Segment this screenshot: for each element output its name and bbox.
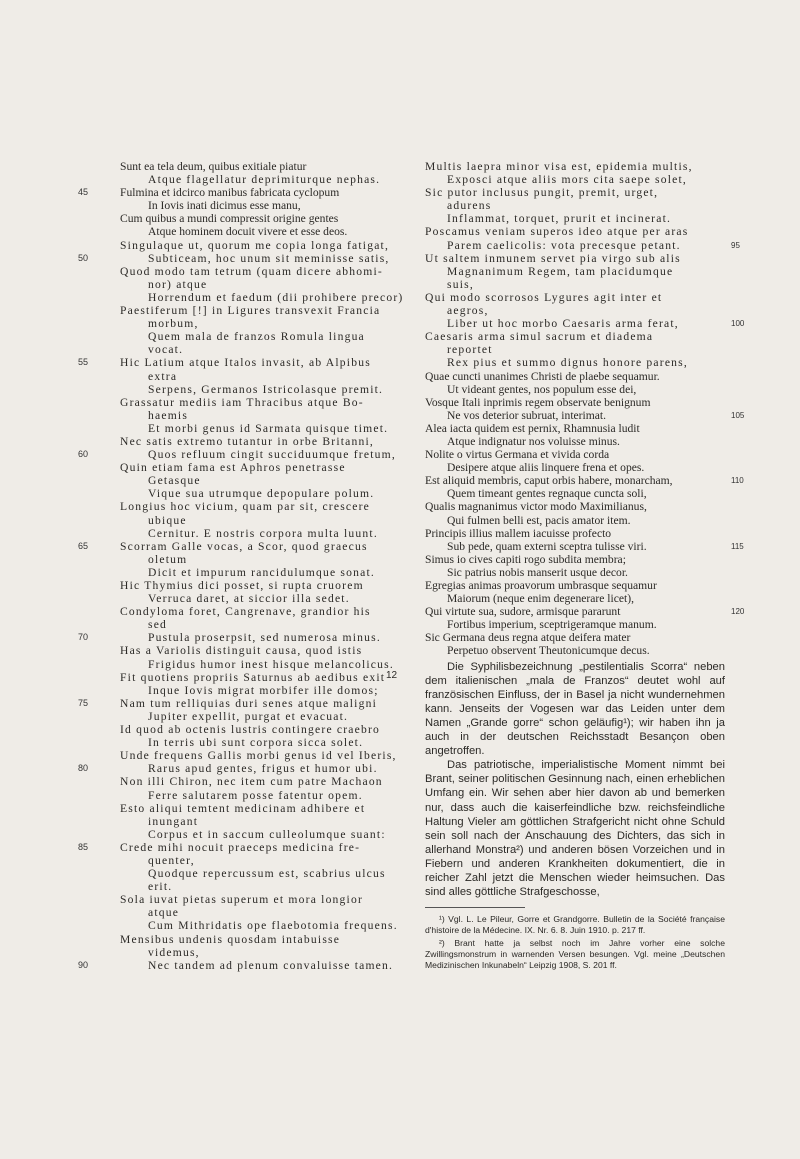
- verse-text: Sub pede, quam externi sceptra tulisse viri.: [447, 539, 647, 553]
- verse-text: Non illi Chiron, nec item cum patre Machaon: [120, 775, 383, 789]
- verse-text: ubique: [148, 513, 187, 527]
- verse-text: Principis illius mallem iacuisse profecto: [425, 526, 612, 540]
- verse-text: morbum,: [148, 317, 199, 331]
- verse-text: Rex pius et summo dignus honore parens,: [447, 356, 688, 370]
- verse-text: Fulmina et idcirco manibus fabricata cyclopum: [120, 186, 340, 200]
- verse-text: Qui virtute sua, sudore, armisque pararunt: [425, 605, 621, 619]
- verse-line: [425, 356, 725, 369]
- verse-text: Esto aliqui temtent medicinam adhibere et: [120, 801, 366, 815]
- verse-text: Longius hoc vicium, quam par sit, crescere: [120, 500, 371, 514]
- verse-text: Sic putor inclusus pungit, premit, urget,: [425, 186, 659, 200]
- verse-text: Ferre salutarem posse fatentur opem.: [148, 788, 363, 802]
- verse-line: [78, 383, 398, 396]
- right-verse: [425, 160, 745, 658]
- verse-line: [78, 644, 398, 657]
- verse-line: [78, 658, 398, 671]
- verse-text: Dicit et impurum rancidulumque sonat.: [148, 565, 375, 579]
- verse-text: nor) atque: [148, 277, 208, 291]
- line-number: 105: [731, 410, 745, 420]
- verse-text: Multis laepra minor visa est, epidemia multis,: [425, 160, 693, 173]
- verse-line: [425, 539, 744, 553]
- verse-line: [78, 815, 398, 828]
- verse-line: [78, 618, 398, 631]
- verse-text: oletum: [148, 552, 188, 566]
- verse-text: Qui fulmen belli est, pacis amator item.: [447, 513, 631, 527]
- verse-line: [78, 356, 398, 369]
- verse-text: Has a Variolis distinguit causa, quod istis: [120, 644, 363, 658]
- verse-line: [78, 514, 398, 527]
- verse-text: quenter,: [148, 853, 195, 867]
- verse-line: [425, 317, 745, 331]
- verse-text: Quin etiam fama est Aphros penetrasse: [120, 461, 346, 475]
- verse-line: [425, 265, 725, 278]
- verse-text: Mensibus undenis quosdam intabuisse: [120, 932, 341, 946]
- verse-line: [78, 527, 398, 540]
- verse-line: [425, 448, 725, 461]
- verse-text: Quem timeant gentes regnaque cuncta soli,: [447, 487, 647, 501]
- verse-text: haemis: [148, 408, 189, 422]
- verse-line: [78, 605, 398, 618]
- verse-line: [78, 579, 398, 592]
- verse-line: [78, 893, 398, 906]
- footnotes: [425, 914, 725, 971]
- verse-line: [78, 789, 398, 802]
- verse-line: [425, 474, 744, 488]
- verse-line: [78, 684, 398, 697]
- verse-line: [78, 854, 398, 867]
- verse-text: Quem mala de franzos Romula lingua: [148, 330, 365, 344]
- verse-line: [425, 487, 725, 500]
- verse-text: Sola iuvat pietas superum et mora longior: [120, 893, 364, 907]
- verse-line: [425, 370, 725, 383]
- verse-text: Ut saltem inmunem servet pia virgo sub alis: [425, 251, 681, 265]
- verse-line: [425, 631, 725, 644]
- verse-text: reportet: [447, 343, 493, 357]
- verse-text: Hic Thymius dici posset, si rupta cruorem: [120, 579, 364, 592]
- verse-text: aegros,: [447, 304, 489, 318]
- verse-line: [425, 238, 740, 252]
- verse-text: Rarus apud gentes, frigus et humor ubi.: [148, 762, 378, 776]
- verse-line: [425, 514, 725, 527]
- verse-text: Quod modo tam tetrum (quam dicere abhomi-: [120, 264, 383, 278]
- verse-line: [425, 435, 725, 448]
- verse-text: Inque Iovis migrat morbifer ille domos;: [148, 683, 379, 697]
- verse-line: [78, 160, 398, 173]
- verse-line: [78, 906, 398, 919]
- verse-line: [78, 802, 398, 815]
- footnote: ¹) Vgl. L. Le Pileur, Gorre et Grandgorre. Bulletin de la Société française d'histoire de la Médecine. IX. Nr. 6. 8. Juin 1910. p. 217 ff.: [425, 914, 725, 936]
- verse-line: [78, 671, 398, 684]
- line-number: 110: [731, 476, 744, 486]
- verse-line: [425, 553, 725, 566]
- verse-text: Magnanimum Regem, tam placidumque: [447, 264, 674, 278]
- verse-line: [78, 290, 404, 304]
- verse-text: Et morbi genus id Sarmata quisque timet.: [148, 421, 389, 435]
- verse-text: erit.: [148, 880, 173, 894]
- verse-line: [78, 474, 398, 487]
- verse-line: [425, 291, 725, 304]
- verse-line: [425, 527, 725, 540]
- verse-line: [78, 304, 398, 317]
- verse-line: [425, 225, 725, 238]
- line-number: 55: [78, 357, 89, 368]
- verse-text: Horrendum et faedum (dii prohibere precor): [148, 290, 404, 304]
- verse-text: Ne vos deterior subruat, interimat.: [447, 408, 607, 422]
- verse-text: Cum Mithridatis ope flaebotomia frequens.: [148, 919, 398, 933]
- verse-line: [78, 919, 398, 932]
- verse-text: Singulaque ut, quorum me copia longa fatigat,: [120, 238, 390, 252]
- verse-text: Exposci atque aliis mors cita saepe solet,: [447, 173, 688, 187]
- verse-line: [78, 370, 398, 383]
- verse-text: Hic Latium atque Italos invasit, ab Alpibus: [120, 356, 371, 370]
- prose-body: [425, 660, 725, 900]
- verse-text: Sic Germana deus regna atque deifera mater: [425, 631, 631, 645]
- verse-line: [425, 330, 725, 343]
- verse-line: [425, 500, 725, 513]
- verse-text: In Iovis inati dicimus esse manu,: [148, 199, 301, 213]
- verse-text: Liber ut hoc morbo Caesaris arma ferat,: [447, 317, 679, 331]
- verse-line: [425, 278, 725, 291]
- verse-text: extra: [148, 369, 178, 383]
- verse-text: atque: [148, 906, 180, 920]
- verse-text: Cum quibus a mundi compressit origine gentes: [120, 212, 339, 226]
- verse-text: Sunt ea tela deum, quibus exitiale piatur: [120, 160, 307, 173]
- verse-text: Desipere atque aliis linquere frena et opes.: [447, 461, 645, 475]
- verse-line: [425, 566, 725, 579]
- verse-text: Jupiter expellit, purgat et evacuat.: [148, 709, 349, 723]
- verse-line: [78, 775, 398, 788]
- verse-text: Getasque: [148, 474, 201, 488]
- verse-text: suis,: [447, 277, 474, 291]
- verse-line: [78, 435, 398, 448]
- verse-line: [78, 225, 398, 238]
- verse-line: [425, 173, 725, 186]
- verse-text: Poscamus veniam superos ideo atque per aras: [425, 225, 689, 239]
- line-number: 120: [731, 607, 745, 617]
- verse-text: Alea iacta quidem est pernix, Rhamnusia ludit: [425, 421, 640, 435]
- verse-line: [425, 199, 725, 212]
- verse-text: Quos refluum cingit succiduumque fretum,: [148, 448, 396, 462]
- verse-text: Nec tandem ad plenum convaluisse tamen.: [148, 958, 394, 972]
- verse-text: Atque flagellatur deprimiturque nephas.: [148, 173, 381, 187]
- footnote: ²) Brant hatte ja selbst noch im Jahre vorher eine solche Zwillingsmonstrum in warnenden Versen besungen. Vgl. meine „Deutschen Medizinischen Inkunabeln“ Leipzig 1908, S. 201 ff.: [425, 938, 725, 971]
- line-number: 65: [78, 540, 89, 551]
- verse-line: [78, 933, 398, 946]
- verse-text: Perpetuo observent Theutonicumque decus.: [447, 644, 650, 658]
- verse-line: [425, 618, 725, 631]
- line-number: 90: [78, 959, 89, 970]
- verse-line: [425, 408, 745, 422]
- verse-text: Sic patrius nobis manserit usque decor.: [447, 565, 628, 579]
- verse-text: Nec satis extremo tutantur in orbe Britanni,: [120, 434, 375, 448]
- verse-line: [78, 500, 398, 513]
- verse-text: Paestiferum [!] in Ligures transvexit Francia: [120, 304, 381, 318]
- verse-line: [425, 422, 725, 435]
- verse-line: [78, 330, 398, 343]
- verse-line: [425, 212, 725, 225]
- left-column: [78, 160, 404, 972]
- verse-line: [78, 762, 398, 775]
- verse-text: Pustula proserpsit, sed numerosa minus.: [148, 631, 381, 645]
- verse-text: Serpens, Germanos Istricolasque premit.: [148, 382, 384, 396]
- verse-text: videmus,: [148, 945, 200, 959]
- verse-line: [425, 343, 725, 356]
- verse-text: Qui modo scorrosos Lygures agit inter et: [425, 290, 663, 304]
- verse-text: adurens: [447, 199, 492, 213]
- verse-line: [78, 710, 398, 723]
- verse-text: Scorram Galle vocas, a Scor, quod graecus: [120, 539, 368, 553]
- verse-line: [78, 867, 398, 880]
- verse-line: [425, 186, 725, 199]
- verse-text: Egregias animas proavorum umbrasque sequamur: [425, 579, 657, 592]
- verse-line: [425, 383, 725, 396]
- line-number: 75: [78, 697, 89, 708]
- line-number: 95: [731, 240, 740, 250]
- verse-line: [78, 946, 398, 959]
- verse-line: [78, 697, 398, 710]
- line-number: 70: [78, 632, 89, 643]
- verse-text: In terris ubi sunt corpora sicca solet.: [148, 736, 364, 750]
- verse-line: [425, 304, 725, 317]
- verse-line: [78, 749, 398, 762]
- verse-line: [78, 212, 398, 225]
- verse-line: [78, 631, 398, 644]
- verse-text: Ut videant gentes, nos populum esse dei,: [447, 382, 637, 396]
- verse-line: [425, 605, 745, 619]
- verse-text: Cernitur. E nostris corpora multa luunt.: [148, 526, 378, 540]
- verse-text: Frigidus humor inest hisque melancolicus.: [148, 657, 394, 671]
- verse-line: [425, 644, 725, 657]
- verse-text: Vique sua utrumque depopulare polum.: [148, 487, 375, 501]
- verse-line: [78, 841, 398, 854]
- verse-line: [78, 422, 398, 435]
- verse-text: Quodque repercussum est, scabrius ulcus: [148, 867, 386, 881]
- verse-text: Crede mihi nocuit praeceps medicina fre-: [120, 840, 361, 854]
- line-number: 45: [78, 187, 89, 198]
- verse-text: Corpus et in saccum culleolumque suant:: [148, 827, 386, 841]
- verse-line: [78, 736, 398, 749]
- verse-text: Caesaris arma simul sacrum et diadema: [425, 330, 654, 344]
- verse-text: Atque indignatur nos voluisse minus.: [447, 434, 620, 448]
- verse-line: [78, 723, 398, 736]
- line-number: 100: [731, 319, 745, 329]
- verse-line: [425, 461, 725, 474]
- verse-text: Subticeam, hoc unum sit meminisse satis,: [148, 251, 390, 265]
- verse-line: [78, 265, 398, 278]
- verse-line: [78, 487, 398, 500]
- verse-line: [78, 396, 398, 409]
- verse-text: Parem caelicolis: vota precesque petant.: [447, 238, 681, 252]
- verse-line: [78, 252, 398, 265]
- verse-text: Fit quotiens propriis Saturnus ab aedibus exit: [120, 670, 386, 684]
- verse-text: Verruca daret, at siccior illa sedet.: [148, 592, 350, 606]
- line-number: 60: [78, 449, 89, 460]
- verse-text: sed: [148, 618, 168, 632]
- verse-line: [78, 448, 398, 461]
- verse-line: [78, 186, 398, 199]
- line-number: 85: [78, 841, 89, 852]
- verse-text: vocat.: [148, 343, 184, 357]
- verse-line: [78, 553, 398, 566]
- verse-text: Grassatur mediis iam Thracibus atque Bo-: [120, 395, 364, 409]
- verse-line: [78, 828, 398, 841]
- verse-line: [425, 396, 725, 409]
- verse-text: Maiorum (neque enim degenerare licet),: [447, 592, 635, 606]
- verse-line: [78, 566, 398, 579]
- verse-line: [78, 278, 398, 291]
- verse-text: Est aliquid membris, caput orbis habere, monarcham,: [425, 474, 673, 488]
- verse-line: [425, 252, 725, 265]
- verse-text: Atque hominem docuit vivere et esse deos.: [148, 225, 348, 239]
- verse-text: Nam tum relliquias duri senes atque maligni: [120, 696, 378, 710]
- line-number: 115: [731, 541, 744, 551]
- page-number: 12: [386, 670, 398, 681]
- footnote-rule: [425, 907, 525, 908]
- verse-text: Unde frequens Gallis morbi genus id vel Iberis,: [120, 749, 397, 763]
- line-number: 80: [78, 763, 89, 774]
- prose-paragraph: Die Syphilisbezeichnung „pestilentialis Scorra“ neben dem italienischen „mala de Franzos“ deutet wohl auf französischen Einfluss, der in Basel ja nicht wundernehmen kann. Jenseits der Vogesen war das Leiden unter dem Namen „Grande gorre“ schon geläufig¹); wir haben ihn ja auch in der deutschen Reichsstadt Besançon oben angetroffen.: [425, 660, 725, 758]
- verse-text: Nolite o virtus Germana et vivida corda: [425, 448, 610, 462]
- verse-text: inungant: [148, 814, 199, 828]
- verse-line: [78, 592, 398, 605]
- verse-line: [425, 579, 725, 592]
- verse-text: Inflammat, torquet, prurit et incinerat.: [447, 212, 672, 226]
- verse-line: [78, 317, 398, 330]
- verse-text: Condyloma foret, Cangrenave, grandior his: [120, 605, 371, 619]
- verse-text: Vosque Itali inprimis regem observate benignum: [425, 395, 651, 409]
- verse-text: Quae cuncti unanimes Christi de plaebe sequamur.: [425, 369, 660, 383]
- verse-text: Qualis magnanimus victor modo Maximilianus,: [425, 500, 647, 514]
- verse-line: [425, 592, 725, 605]
- verse-text: Id quod ab octenis lustris contingere craebro: [120, 723, 381, 737]
- verse-line: [78, 343, 398, 356]
- verse-line: [78, 880, 398, 893]
- verse-line: [425, 160, 725, 173]
- verse-line: [78, 199, 398, 212]
- verse-line: [78, 540, 398, 553]
- line-number: 50: [78, 252, 89, 263]
- prose-paragraph: Das patriotische, imperialistische Moment nimmt bei Brant, seiner politischen Gesinnung nach, einen erheblichen Umfang ein. Wir sehen aber hier davon ab und bemerken nur, dass auch die kaiserfeindliche bzw. reichsfeindliche Haltung Vieler am göttlichen Strafgericht nicht ohne Schuld sein soll nach der Anschauung des Dichters, das sich in allerhand Monstra²) und anderen bösen Vorzeichen und in Fiebern und anderen Krankheiten dokumentiert, die in reicher Zahl jetzt die Menschen wieder heimsuchen. Das sind alles göttliche Strafgeschosse,: [425, 759, 725, 899]
- verse-line: [78, 461, 398, 474]
- verse-text: Simus io cives capiti rogo subdita membra;: [425, 552, 626, 566]
- verse-line: [78, 959, 398, 972]
- verse-line: [78, 239, 398, 252]
- right-column: [425, 160, 745, 973]
- verse-line: [78, 173, 398, 186]
- verse-line: [78, 409, 398, 422]
- verse-text: Fortibus imperium, sceptrigeramque manum.: [447, 618, 657, 632]
